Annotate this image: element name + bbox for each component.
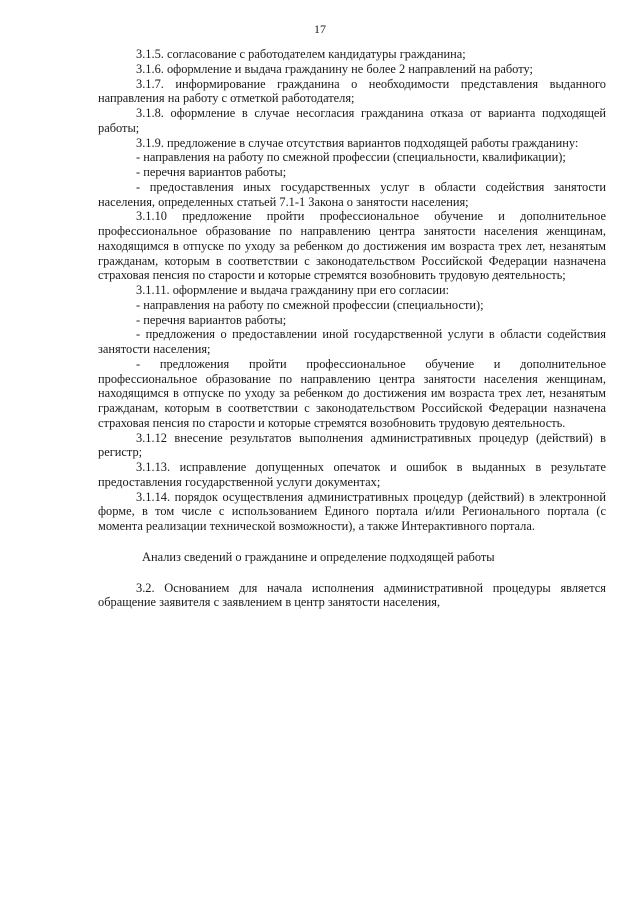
paragraph-3-1-8: 3.1.8. оформление в случае несогласия гражданина отказа от варианта подходящей работы; — [98, 106, 606, 135]
paragraph-3-1-6: 3.1.6. оформление и выдача гражданину не более 2 направлений на работу; — [136, 61, 533, 76]
paragraph-3-1-9: 3.1.9. предложение в случае отсутствия вариантов подходящей работы гражданину: — [136, 135, 579, 150]
paragraph-3-1-13: 3.1.13. исправление допущенных опечаток и ошибок в выданных в результате предоставления государственной услуги документах; — [98, 460, 606, 489]
paragraph-3-1-10: 3.1.10 предложение пройти профессиональное обучение и дополнительное профессиональное образование по направлению центра занятости населения женщинам, находящимся в отпуске по уходу за ребенком до достижения им возраста трех лет, незанятым гражданам, которым в соответствии с законодательством Российской Федерации назначена страховая пенсия по старости и которые стремятся возобновить трудовую деятельность; — [98, 209, 606, 283]
paragraph-3-1-5: 3.1.5. согласование с работодателем кандидатуры гражданина; — [136, 47, 466, 61]
paragraph-3-1-12: 3.1.12 внесение результатов выполнения административных процедур (действий) в регистр; — [98, 430, 606, 460]
list-item-referral-related-profession: - направления на работу по смежной профессии (специальности); — [136, 297, 484, 312]
paragraph-3-1-14: 3.1.14. порядок осуществления административных процедур (действий) в электронной форме, в том числе с использованием Единого портала и/или Регионального портала (с момента реализации технической возможности), а также Интерактивного портала. — [98, 489, 606, 533]
document-body — [98, 47, 606, 610]
paragraph-3-1-7: 3.1.7. информирование гражданина о необходимости представления выданного направления на работу с отметкой работодателя; — [98, 76, 606, 106]
section-heading: Анализ сведений о гражданине и определение подходящей работы — [142, 549, 495, 564]
list-item-job-options: - перечня вариантов работы; — [136, 165, 287, 179]
list-item-other-services: - предоставления иных государственных услуг в области содействия занятости населения, определенных статьей 7.1-1 Закона о занятости населения; — [98, 179, 606, 209]
list-item-related-profession: - направления на работу по смежной профессии (специальности, квалификации); — [136, 150, 566, 165]
page-number: 17 — [314, 22, 326, 36]
paragraph-3-1-11: 3.1.11. оформление и выдача гражданину при его согласии: — [136, 283, 450, 297]
list-item-training-offer: - предложения пройти профессиональное обучение и дополнительное профессиональное образование по направлению центра занятости населения женщинам, находящимся в отпуске по уходу за ребенком до достижения им возраста трех лет, незанятым гражданам, которым в соответствии с законодательством Российской Федерации назначена страховая пенсия по старости и которые стремятся возобновить трудовую деятельность. — [98, 356, 606, 430]
paragraph-3-2: 3.2. Основанием для начала исполнения административной процедуры является обращение заявителя с заявлением в центр занятости населения, — [98, 580, 606, 610]
list-item-other-service-offer: - предложения о предоставлении иной государственной услуги в области содействия занятости населения; — [98, 327, 606, 356]
list-item-job-options-list: - перечня вариантов работы; — [136, 312, 287, 327]
